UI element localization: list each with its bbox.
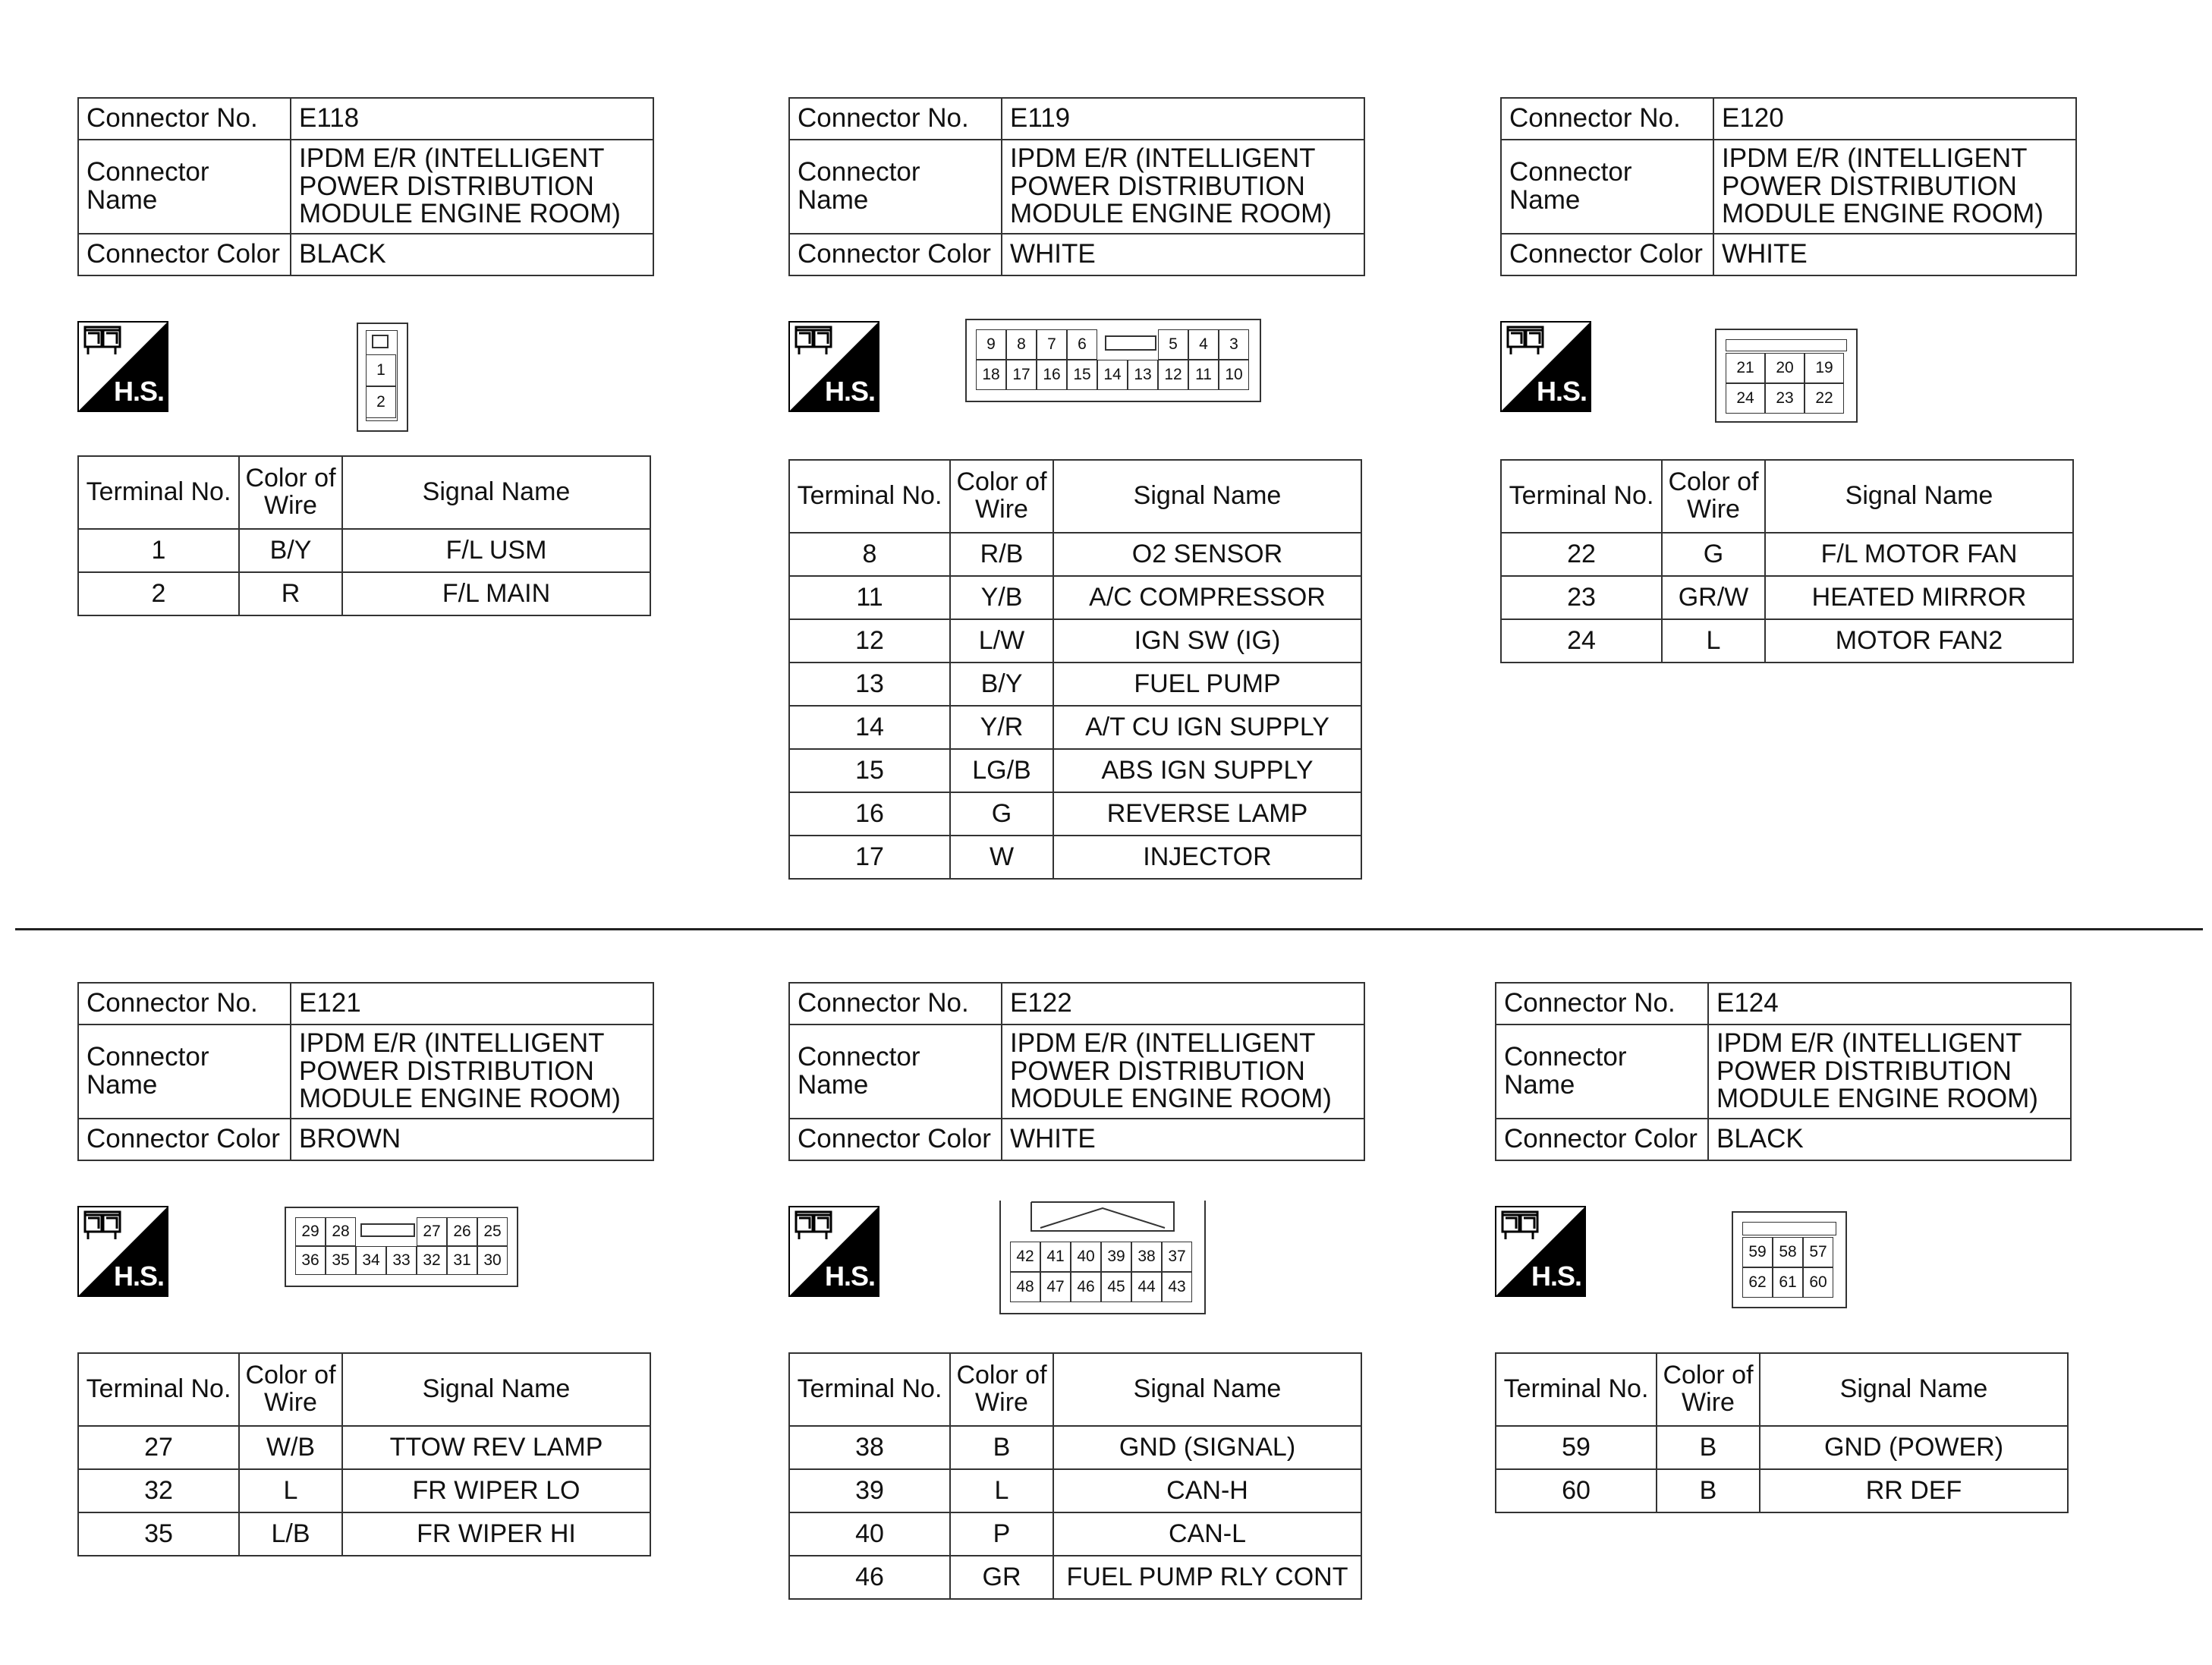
pin-label: 11 <box>1188 360 1219 390</box>
connector-name-value: IPDM E/R (INTELLIGENT POWER DISTRIBUTION MODULE ENGINE ROOM) <box>1713 140 2076 234</box>
signal-name: TTOW REV LAMP <box>342 1426 650 1469</box>
connector-name-label: Connector Name <box>78 1024 291 1119</box>
connector-name-row <box>78 1024 653 1119</box>
terminal-no: 35 <box>78 1512 239 1556</box>
pin-label: 40 <box>1071 1242 1101 1272</box>
connector-no-label: Connector No. <box>789 983 1002 1024</box>
terminal-table-header <box>789 1353 1361 1426</box>
signal-name: MOTOR FAN2 <box>1765 619 2073 663</box>
pin-label: 10 <box>1219 360 1249 390</box>
wire-color: L/B <box>239 1512 342 1556</box>
wire-color: L/W <box>950 619 1053 663</box>
pin-label: 38 <box>1131 1242 1162 1272</box>
terminal-no: 12 <box>789 619 950 663</box>
wire-color: GR <box>950 1556 1053 1599</box>
connector-color-label: Connector Color <box>1501 234 1713 275</box>
pin-label: 31 <box>447 1246 477 1275</box>
pin-label: 26 <box>447 1217 477 1246</box>
pin-label: 44 <box>1131 1272 1162 1302</box>
connector-no-value: E118 <box>291 98 653 140</box>
connector-no-label: Connector No. <box>78 98 291 140</box>
wire-color: G <box>1662 533 1765 576</box>
terminal-no: 38 <box>789 1426 950 1469</box>
table-row <box>789 663 1361 706</box>
terminal-table <box>1500 459 2074 663</box>
pin-label: 1 <box>366 354 396 386</box>
pin-label: 25 <box>477 1217 508 1246</box>
wire-color: B <box>950 1426 1053 1469</box>
table-row <box>789 836 1361 879</box>
connector-no-value: E124 <box>1708 983 2071 1024</box>
terminal-no: 60 <box>1496 1469 1657 1512</box>
table-row <box>78 1469 650 1512</box>
connector-face-diagram <box>1732 1211 1847 1308</box>
wire-color: R <box>239 572 342 615</box>
pin-label: 35 <box>326 1246 356 1275</box>
signal-name: A/C COMPRESSOR <box>1053 576 1361 619</box>
wire-color-header: Color of Wire <box>950 1353 1053 1426</box>
terminal-table-header <box>1496 1353 2068 1426</box>
pin-label: 9 <box>976 329 1006 360</box>
locking-slot <box>360 1223 415 1237</box>
pin-label: 59 <box>1742 1237 1773 1267</box>
connector-name-label: Connector Name <box>789 1024 1002 1119</box>
table-row <box>789 792 1361 836</box>
terminal-no: 15 <box>789 749 950 792</box>
signal-name: ABS IGN SUPPLY <box>1053 749 1361 792</box>
connector-no-label: Connector No. <box>1496 983 1708 1024</box>
connector-color-label: Connector Color <box>78 234 291 275</box>
connector-name-row <box>789 1024 1364 1119</box>
signal-name: RR DEF <box>1760 1469 2068 1512</box>
terminal-no-header: Terminal No. <box>789 1353 950 1426</box>
table-row <box>789 1426 1361 1469</box>
terminal-table <box>77 1352 651 1556</box>
wire-color: B/Y <box>950 663 1053 706</box>
connector-name-label: Connector Name <box>1496 1024 1708 1119</box>
pin-label: 47 <box>1040 1272 1071 1302</box>
hs-label: H.S. <box>824 1261 875 1292</box>
wire-color: P <box>950 1512 1053 1556</box>
pin-label: 2 <box>366 386 396 418</box>
connector-info-table <box>788 982 1365 1161</box>
connector-no-row <box>78 983 653 1024</box>
connector-no-row <box>789 98 1364 140</box>
wire-color: L <box>950 1469 1053 1512</box>
signal-name: F/L MOTOR FAN <box>1765 533 2073 576</box>
harness-side-icon <box>77 321 168 412</box>
table-row <box>78 529 650 572</box>
terminal-no: 8 <box>789 533 950 576</box>
pin-label: 41 <box>1040 1242 1071 1272</box>
table-row <box>1496 1469 2068 1512</box>
pin-label: 8 <box>1006 329 1037 360</box>
connector-name-label: Connector Name <box>1501 140 1713 234</box>
terminal-no: 2 <box>78 572 239 615</box>
connector-color-label: Connector Color <box>789 234 1002 275</box>
terminal-no: 22 <box>1501 533 1662 576</box>
pin-label: 62 <box>1742 1267 1773 1298</box>
pin-label: 20 <box>1765 353 1805 383</box>
table-row <box>789 533 1361 576</box>
table-row <box>789 749 1361 792</box>
connector-no-label: Connector No. <box>1501 98 1713 140</box>
signal-name: CAN-L <box>1053 1512 1361 1556</box>
wire-color: GR/W <box>1662 576 1765 619</box>
connector-name-row <box>1496 1024 2071 1119</box>
table-row <box>1496 1426 2068 1469</box>
table-row <box>789 706 1361 749</box>
signal-name: A/T CU IGN SUPPLY <box>1053 706 1361 749</box>
terminal-no: 24 <box>1501 619 1662 663</box>
connector-no-value: E122 <box>1002 983 1364 1024</box>
table-row <box>789 619 1361 663</box>
table-row <box>78 572 650 615</box>
wire-color-header: Color of Wire <box>239 1353 342 1426</box>
wire-color: Y/R <box>950 706 1053 749</box>
signal-name-header: Signal Name <box>1760 1353 2068 1426</box>
connector-color-value: WHITE <box>1002 234 1364 275</box>
signal-name-header: Signal Name <box>342 456 650 529</box>
connector-info-table <box>788 97 1365 276</box>
pin-label: 43 <box>1162 1272 1192 1302</box>
connector-block-e124 <box>1495 982 2072 1665</box>
signal-name: FUEL PUMP <box>1053 663 1361 706</box>
hs-label: H.S. <box>824 376 875 407</box>
signal-name: FUEL PUMP RLY CONT <box>1053 1556 1361 1599</box>
pin-label: 16 <box>1037 360 1067 390</box>
pin-label: 18 <box>976 360 1006 390</box>
connector-no-value: E121 <box>291 983 653 1024</box>
pin-label: 21 <box>1726 353 1765 383</box>
signal-name: FR WIPER LO <box>342 1469 650 1512</box>
wire-color: LG/B <box>950 749 1053 792</box>
section-divider <box>15 928 2203 930</box>
connector-info-table <box>77 97 654 276</box>
terminal-no: 11 <box>789 576 950 619</box>
terminal-no: 23 <box>1501 576 1662 619</box>
terminal-no: 40 <box>789 1512 950 1556</box>
pin-label: 58 <box>1773 1237 1803 1267</box>
pin-label: 57 <box>1803 1237 1833 1267</box>
table-row <box>78 1426 650 1469</box>
pin-label: 27 <box>417 1217 447 1246</box>
connector-face-diagram <box>965 319 1261 402</box>
signal-name: GND (SIGNAL) <box>1053 1426 1361 1469</box>
connector-no-row <box>1496 983 2071 1024</box>
connector-face-diagram <box>357 323 408 432</box>
connector-color-value: WHITE <box>1713 234 2076 275</box>
terminal-no: 17 <box>789 836 950 879</box>
table-row <box>1501 576 2073 619</box>
connector-no-label: Connector No. <box>789 98 1002 140</box>
pin-label: 34 <box>356 1246 386 1275</box>
connector-name-value: IPDM E/R (INTELLIGENT POWER DISTRIBUTION MODULE ENGINE ROOM) <box>1002 140 1364 234</box>
connector-name-value: IPDM E/R (INTELLIGENT POWER DISTRIBUTION MODULE ENGINE ROOM) <box>291 140 653 234</box>
wire-color: W <box>950 836 1053 879</box>
connector-name-value: IPDM E/R (INTELLIGENT POWER DISTRIBUTION MODULE ENGINE ROOM) <box>291 1024 653 1119</box>
wire-color-header: Color of Wire <box>239 456 342 529</box>
connector-no-value: E119 <box>1002 98 1364 140</box>
terminal-table-header <box>78 1353 650 1426</box>
signal-name: GND (POWER) <box>1760 1426 2068 1469</box>
hs-label: H.S. <box>1531 1261 1581 1292</box>
pin-label: 29 <box>295 1217 326 1246</box>
pin-label: 36 <box>295 1246 326 1275</box>
connector-color-value: BLACK <box>291 234 653 275</box>
connector-color-value: WHITE <box>1002 1119 1364 1160</box>
pin-label: 4 <box>1188 329 1219 360</box>
table-row <box>789 576 1361 619</box>
wire-color: B <box>1657 1426 1760 1469</box>
connector-name-value: IPDM E/R (INTELLIGENT POWER DISTRIBUTION MODULE ENGINE ROOM) <box>1002 1024 1364 1119</box>
connector-info-table <box>1500 97 2077 276</box>
terminal-table-header <box>78 456 650 529</box>
signal-name: F/L MAIN <box>342 572 650 615</box>
wire-color-header: Color of Wire <box>950 460 1053 533</box>
terminal-table-header <box>789 460 1361 533</box>
pin-label: 24 <box>1726 383 1765 414</box>
pin-label: 12 <box>1158 360 1188 390</box>
pin-label: 37 <box>1162 1242 1192 1272</box>
connector-block-e119 <box>788 97 1365 871</box>
pin-label: 23 <box>1765 383 1805 414</box>
wire-color: Y/B <box>950 576 1053 619</box>
wire-color-header: Color of Wire <box>1662 460 1765 533</box>
pin-label: 28 <box>326 1217 356 1246</box>
signal-name: IGN SW (IG) <box>1053 619 1361 663</box>
pin-label: 7 <box>1037 329 1067 360</box>
pin-label: 61 <box>1773 1267 1803 1298</box>
connector-color-label: Connector Color <box>78 1119 291 1160</box>
connector-block-e121 <box>77 982 654 1665</box>
connector-color-row <box>1501 234 2076 275</box>
terminal-no: 14 <box>789 706 950 749</box>
terminal-no-header: Terminal No. <box>78 1353 239 1426</box>
terminal-no: 59 <box>1496 1426 1657 1469</box>
locking-tab <box>1742 1222 1836 1235</box>
wire-color: G <box>950 792 1053 836</box>
table-row <box>1501 619 2073 663</box>
connector-no-row <box>789 983 1364 1024</box>
terminal-no-header: Terminal No. <box>789 460 950 533</box>
signal-name-header: Signal Name <box>1053 1353 1361 1426</box>
pin-label: 45 <box>1101 1272 1131 1302</box>
signal-name: O2 SENSOR <box>1053 533 1361 576</box>
connector-color-label: Connector Color <box>789 1119 1002 1160</box>
connector-color-label: Connector Color <box>1496 1119 1708 1160</box>
pin-label: 46 <box>1071 1272 1101 1302</box>
connector-name-row <box>78 140 653 234</box>
pin-label: 5 <box>1158 329 1188 360</box>
harness-side-icon <box>788 321 879 412</box>
pin-label: 33 <box>386 1246 417 1275</box>
pin-label: 42 <box>1010 1242 1040 1272</box>
wire-color: L <box>239 1469 342 1512</box>
terminal-table <box>1495 1352 2069 1513</box>
harness-side-icon <box>1495 1206 1586 1297</box>
pin-label: 39 <box>1101 1242 1131 1272</box>
signal-name-header: Signal Name <box>1765 460 2073 533</box>
terminal-no: 27 <box>78 1426 239 1469</box>
connector-color-value: BROWN <box>291 1119 653 1160</box>
pin-label: 48 <box>1010 1272 1040 1302</box>
locking-tab <box>1726 339 1847 351</box>
pin-label: 15 <box>1067 360 1097 390</box>
terminal-no: 13 <box>789 663 950 706</box>
signal-name: F/L USM <box>342 529 650 572</box>
table-row <box>789 1512 1361 1556</box>
connector-color-row <box>789 234 1364 275</box>
pin-label: 19 <box>1805 353 1844 383</box>
terminal-no-header: Terminal No. <box>78 456 239 529</box>
table-row <box>78 1512 650 1556</box>
terminal-table <box>788 1352 1362 1600</box>
terminal-no-header: Terminal No. <box>1501 460 1662 533</box>
terminal-no: 39 <box>789 1469 950 1512</box>
connector-name-value: IPDM E/R (INTELLIGENT POWER DISTRIBUTION MODULE ENGINE ROOM) <box>1708 1024 2071 1119</box>
signal-name: HEATED MIRROR <box>1765 576 2073 619</box>
signal-name: FR WIPER HI <box>342 1512 650 1556</box>
table-row <box>789 1556 1361 1599</box>
table-row <box>789 1469 1361 1512</box>
connector-face-diagram <box>1715 329 1858 423</box>
connector-block-e122 <box>788 982 1365 1665</box>
pin-label: 60 <box>1803 1267 1833 1298</box>
signal-name: REVERSE LAMP <box>1053 792 1361 836</box>
terminal-table-header <box>1501 460 2073 533</box>
pin-label: 14 <box>1097 360 1128 390</box>
hs-label: H.S. <box>1536 376 1587 407</box>
connector-name-label: Connector Name <box>78 140 291 234</box>
connector-no-row <box>1501 98 2076 140</box>
connector-info-table <box>77 982 654 1161</box>
connector-info-table <box>1495 982 2072 1161</box>
harness-side-icon <box>1500 321 1591 412</box>
wire-color: W/B <box>239 1426 342 1469</box>
connector-name-label: Connector Name <box>789 140 1002 234</box>
connector-color-row <box>78 234 653 275</box>
connector-no-value: E120 <box>1713 98 2076 140</box>
wire-color-header: Color of Wire <box>1657 1353 1760 1426</box>
terminal-no: 32 <box>78 1469 239 1512</box>
signal-name-header: Signal Name <box>342 1353 650 1426</box>
harness-side-icon <box>77 1206 168 1297</box>
connector-color-row <box>789 1119 1364 1160</box>
signal-name-header: Signal Name <box>1053 460 1361 533</box>
terminal-no: 1 <box>78 529 239 572</box>
connector-color-value: BLACK <box>1708 1119 2071 1160</box>
connector-block-e118 <box>77 97 654 780</box>
pin-label: 3 <box>1219 329 1249 360</box>
connector-block-e120 <box>1500 97 2077 780</box>
pin-label: 30 <box>477 1246 508 1275</box>
connector-no-row <box>78 98 653 140</box>
locking-slot <box>1105 335 1156 351</box>
pin-label: 32 <box>417 1246 447 1275</box>
signal-name: INJECTOR <box>1053 836 1361 879</box>
connector-face-diagram <box>285 1207 518 1287</box>
connector-color-row <box>78 1119 653 1160</box>
hs-label: H.S. <box>113 1261 164 1292</box>
connector-color-row <box>1496 1119 2071 1160</box>
wire-color: B <box>1657 1469 1760 1512</box>
terminal-table <box>77 455 651 616</box>
connector-face-diagram <box>999 1201 1206 1314</box>
hs-label: H.S. <box>113 376 164 407</box>
connector-name-row <box>789 140 1364 234</box>
terminal-table <box>788 459 1362 880</box>
pin-label: 22 <box>1805 383 1844 414</box>
wire-color: B/Y <box>239 529 342 572</box>
connector-no-label: Connector No. <box>78 983 291 1024</box>
signal-name: CAN-H <box>1053 1469 1361 1512</box>
terminal-no: 46 <box>789 1556 950 1599</box>
wire-color: L <box>1662 619 1765 663</box>
table-row <box>1501 533 2073 576</box>
connector-name-row <box>1501 140 2076 234</box>
pin-label: 6 <box>1067 329 1097 360</box>
harness-side-icon <box>788 1206 879 1297</box>
wire-color: R/B <box>950 533 1053 576</box>
pin-label: 13 <box>1128 360 1158 390</box>
pin-label: 17 <box>1006 360 1037 390</box>
terminal-no: 16 <box>789 792 950 836</box>
terminal-no-header: Terminal No. <box>1496 1353 1657 1426</box>
